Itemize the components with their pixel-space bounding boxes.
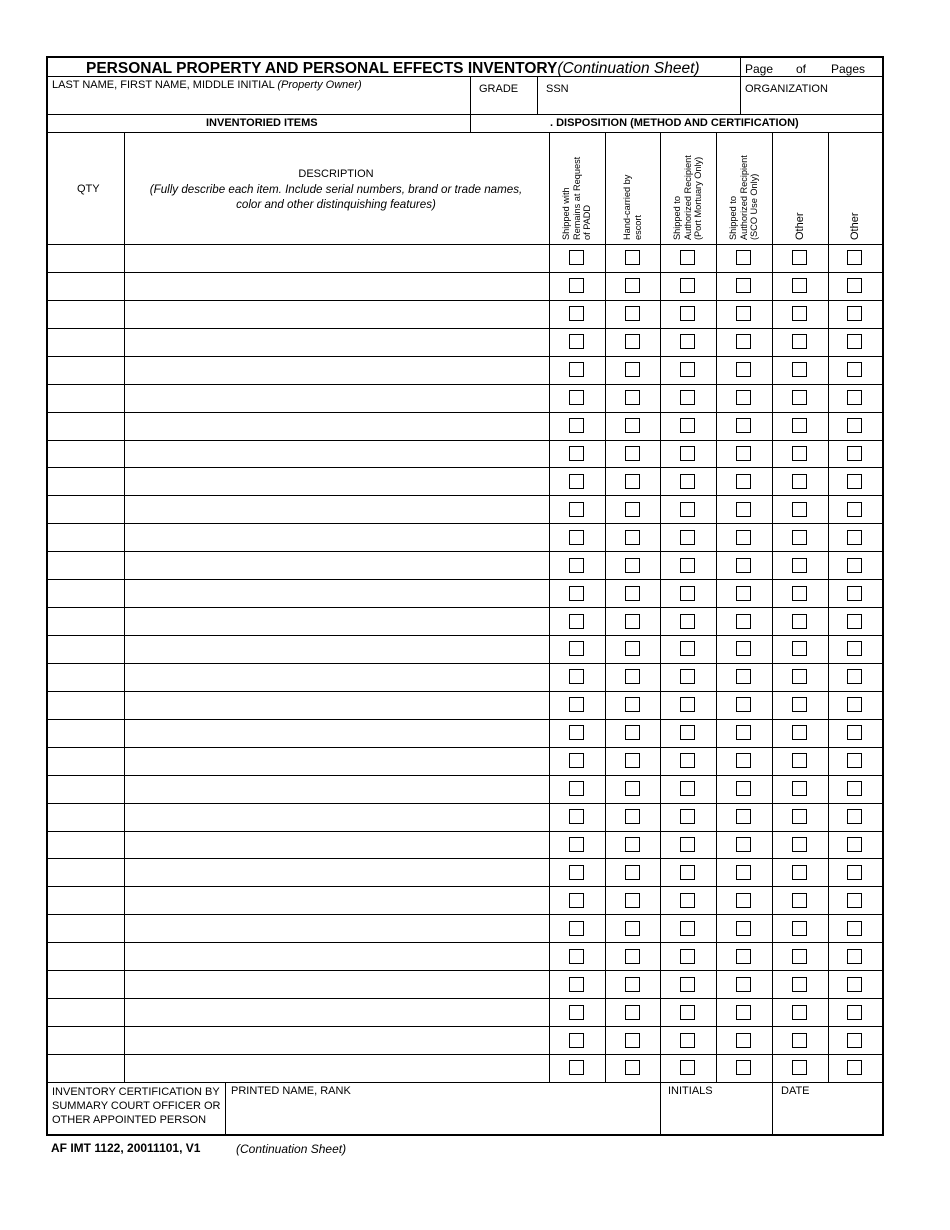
description-input[interactable] [125, 832, 548, 858]
disposition-checkbox[interactable] [792, 614, 807, 629]
disposition-column-header [672, 155, 704, 240]
disposition-header-line: (Port Mortuary Only) [693, 156, 704, 240]
disposition-checkbox[interactable] [792, 977, 807, 992]
qty-input[interactable] [49, 580, 123, 606]
disposition-checkbox[interactable] [569, 753, 584, 768]
disposition-checkbox[interactable] [569, 921, 584, 936]
disposition-checkbox[interactable] [680, 641, 695, 656]
disposition-checkbox[interactable] [625, 418, 640, 433]
disposition-checkbox[interactable] [625, 837, 640, 852]
disposition-checkbox[interactable] [569, 641, 584, 656]
form-title-suffix: (Continuation Sheet) [557, 60, 700, 77]
disposition-checkbox[interactable] [736, 530, 751, 545]
disposition-checkbox[interactable] [625, 697, 640, 712]
disposition-checkbox[interactable] [736, 250, 751, 265]
qty-header: QTY [77, 183, 100, 195]
disposition-column-header [561, 157, 593, 240]
description-input[interactable] [125, 999, 548, 1025]
disposition-checkbox[interactable] [847, 725, 862, 740]
disposition-checkbox[interactable] [792, 921, 807, 936]
qty-input[interactable] [49, 971, 123, 997]
disposition-checkbox[interactable] [792, 306, 807, 321]
disposition-checkbox[interactable] [569, 278, 584, 293]
disposition-checkbox[interactable] [736, 725, 751, 740]
disposition-checkbox[interactable] [680, 1060, 695, 1075]
disposition-checkbox[interactable] [847, 949, 862, 964]
qty-input[interactable] [49, 720, 123, 746]
disposition-checkbox[interactable] [736, 474, 751, 489]
description-note-1: (Fully describe each item. Include serial numbers, brand or trade names, [149, 183, 523, 196]
qty-input[interactable] [49, 496, 123, 522]
description-input[interactable] [125, 859, 548, 885]
disposition-checkbox[interactable] [736, 1033, 751, 1048]
qty-input[interactable] [49, 832, 123, 858]
disposition-checkbox[interactable] [680, 809, 695, 824]
disposition-checkbox[interactable] [736, 446, 751, 461]
qty-input[interactable] [49, 357, 123, 383]
disposition-checkbox[interactable] [569, 334, 584, 349]
qty-input[interactable] [49, 608, 123, 634]
certification-label-line-2: SUMMARY COURT OFFICER OR [52, 1100, 221, 1112]
disposition-checkbox[interactable] [625, 641, 640, 656]
disposition-checkbox[interactable] [569, 530, 584, 545]
disposition-checkbox[interactable] [847, 390, 862, 405]
disposition-checkbox[interactable] [625, 977, 640, 992]
disposition-checkbox[interactable] [847, 474, 862, 489]
disposition-checkbox[interactable] [625, 558, 640, 573]
disposition-checkbox[interactable] [847, 502, 862, 517]
disposition-checkbox[interactable] [847, 1033, 862, 1048]
disposition-checkbox[interactable] [569, 1033, 584, 1048]
disposition-checkbox[interactable] [625, 502, 640, 517]
disposition-checkbox[interactable] [569, 446, 584, 461]
disposition-checkbox[interactable] [625, 669, 640, 684]
disposition-checkbox[interactable] [847, 837, 862, 852]
footer-sheet-note: (Continuation Sheet) [236, 1142, 347, 1156]
disposition-checkbox[interactable] [680, 977, 695, 992]
disposition-checkbox[interactable] [680, 474, 695, 489]
qty-input[interactable] [49, 776, 123, 802]
qty-input[interactable] [49, 413, 123, 439]
disposition-checkbox[interactable] [847, 334, 862, 349]
disposition-checkbox[interactable] [736, 949, 751, 964]
description-input[interactable] [125, 580, 548, 606]
disposition-checkbox[interactable] [625, 893, 640, 908]
initials-input[interactable] [661, 1098, 771, 1134]
organization-input[interactable] [741, 94, 882, 114]
disposition-checkbox[interactable] [680, 1005, 695, 1020]
disposition-checkbox[interactable] [625, 781, 640, 796]
disposition-checkbox[interactable] [680, 669, 695, 684]
disposition-checkbox[interactable] [625, 530, 640, 545]
disposition-header-line: Shipped to [672, 196, 683, 240]
disposition-checkbox[interactable] [847, 278, 862, 293]
disposition-checkbox[interactable] [847, 893, 862, 908]
disposition-checkbox[interactable] [736, 334, 751, 349]
description-input[interactable] [125, 1027, 548, 1053]
form-id: AF IMT 1122, 20011101, V1 [51, 1141, 201, 1155]
disposition-checkbox[interactable] [847, 530, 862, 545]
disposition-header-line: Other [793, 212, 806, 240]
ssn-label: SSN [546, 83, 569, 95]
disposition-checkbox[interactable] [736, 977, 751, 992]
qty-input[interactable] [49, 273, 123, 299]
description-input[interactable] [125, 720, 548, 746]
disposition-checkbox[interactable] [569, 250, 584, 265]
qty-input[interactable] [49, 999, 123, 1025]
disposition-checkbox[interactable] [736, 586, 751, 601]
disposition-checkbox[interactable] [680, 334, 695, 349]
disposition-header-line: (SCO Use Only) [749, 173, 760, 240]
disposition-checkbox[interactable] [792, 362, 807, 377]
disposition-heading: . DISPOSITION (METHOD AND CERTIFICATION) [550, 117, 799, 129]
disposition-checkbox[interactable] [625, 949, 640, 964]
qty-input[interactable] [49, 943, 123, 969]
description-input[interactable] [125, 552, 548, 578]
name-label: LAST NAME, FIRST NAME, MIDDLE INITIAL [52, 79, 275, 91]
disposition-checkbox[interactable] [569, 558, 584, 573]
description-input[interactable] [125, 943, 548, 969]
disposition-checkbox[interactable] [792, 250, 807, 265]
disposition-checkbox[interactable] [847, 865, 862, 880]
disposition-checkbox[interactable] [680, 921, 695, 936]
disposition-checkbox[interactable] [569, 697, 584, 712]
certification-label-line-3: OTHER APPOINTED PERSON [52, 1114, 207, 1126]
disposition-checkbox[interactable] [569, 614, 584, 629]
disposition-header-line: Other [848, 212, 861, 240]
disposition-checkbox[interactable] [792, 641, 807, 656]
disposition-checkbox[interactable] [736, 809, 751, 824]
disposition-checkbox[interactable] [792, 865, 807, 880]
disposition-checkbox[interactable] [736, 669, 751, 684]
certification-label [52, 1085, 220, 1127]
qty-input[interactable] [49, 245, 123, 271]
disposition-checkbox[interactable] [625, 1033, 640, 1048]
disposition-checkbox[interactable] [680, 306, 695, 321]
description-input[interactable] [125, 301, 548, 327]
disposition-checkbox[interactable] [792, 502, 807, 517]
disposition-column-header [622, 175, 643, 240]
disposition-header-line: of PADD [582, 204, 593, 240]
disposition-header-line: Authorized Recipient [738, 155, 749, 240]
inventory-form [46, 56, 884, 1136]
disposition-checkbox[interactable] [680, 418, 695, 433]
disposition-checkbox[interactable] [736, 893, 751, 908]
description-input[interactable] [125, 441, 548, 467]
disposition-header-line: Authorized Recipient [682, 155, 693, 240]
disposition-checkbox[interactable] [569, 725, 584, 740]
disposition-checkbox[interactable] [569, 837, 584, 852]
disposition-checkbox[interactable] [569, 1060, 584, 1075]
inventoried-items-heading: INVENTORIED ITEMS [206, 117, 318, 129]
disposition-header-line: Remains at Request [571, 156, 582, 240]
disposition-checkbox[interactable] [847, 1060, 862, 1075]
disposition-checkbox[interactable] [680, 753, 695, 768]
disposition-checkbox[interactable] [569, 781, 584, 796]
qty-input[interactable] [49, 524, 123, 550]
disposition-checkbox[interactable] [625, 586, 640, 601]
disposition-checkbox[interactable] [736, 641, 751, 656]
description-input[interactable] [125, 804, 548, 830]
description-input[interactable] [125, 887, 548, 913]
description-input[interactable] [125, 468, 548, 494]
disposition-checkbox[interactable] [569, 502, 584, 517]
page-label: Page [745, 62, 774, 76]
disposition-checkbox[interactable] [792, 278, 807, 293]
disposition-checkbox[interactable] [847, 446, 862, 461]
qty-input[interactable] [49, 329, 123, 355]
disposition-checkbox[interactable] [569, 418, 584, 433]
ssn-input[interactable] [538, 94, 739, 114]
description-input[interactable] [125, 664, 548, 690]
disposition-column-header [728, 155, 760, 240]
description-input[interactable] [125, 608, 548, 634]
disposition-checkbox[interactable] [569, 1005, 584, 1020]
of-label: of [796, 62, 807, 76]
qty-input[interactable] [49, 636, 123, 662]
qty-input[interactable] [49, 748, 123, 774]
disposition-checkbox[interactable] [847, 641, 862, 656]
disposition-header-line: Shipped with [561, 187, 572, 240]
description-input[interactable] [125, 357, 548, 383]
disposition-checkbox[interactable] [680, 278, 695, 293]
description-input[interactable] [125, 385, 548, 411]
form-title-main: PERSONAL PROPERTY AND PERSONAL EFFECTS INVENTORY [86, 60, 558, 77]
disposition-checkbox[interactable] [625, 1060, 640, 1075]
disposition-checkbox[interactable] [625, 865, 640, 880]
disposition-checkbox[interactable] [625, 362, 640, 377]
qty-input[interactable] [49, 301, 123, 327]
qty-input[interactable] [49, 692, 123, 718]
grade-input[interactable] [471, 94, 536, 114]
description-input[interactable] [125, 692, 548, 718]
disposition-checkbox[interactable] [847, 977, 862, 992]
disposition-checkbox[interactable] [847, 669, 862, 684]
disposition-checkbox[interactable] [792, 474, 807, 489]
disposition-checkbox[interactable] [736, 781, 751, 796]
disposition-checkbox[interactable] [792, 1033, 807, 1048]
qty-input[interactable] [49, 441, 123, 467]
disposition-checkbox[interactable] [792, 558, 807, 573]
disposition-checkbox[interactable] [680, 446, 695, 461]
disposition-checkbox[interactable] [625, 725, 640, 740]
disposition-checkbox[interactable] [792, 753, 807, 768]
disposition-checkbox[interactable] [625, 1005, 640, 1020]
disposition-checkbox[interactable] [680, 725, 695, 740]
description-input[interactable] [125, 329, 548, 355]
disposition-header-line: escort [632, 214, 643, 240]
disposition-checkbox[interactable] [625, 753, 640, 768]
disposition-checkbox[interactable] [847, 1005, 862, 1020]
disposition-checkbox[interactable] [736, 837, 751, 852]
disposition-column-header [850, 212, 861, 240]
disposition-checkbox[interactable] [680, 530, 695, 545]
disposition-checkbox[interactable] [792, 1005, 807, 1020]
disposition-checkbox[interactable] [625, 390, 640, 405]
disposition-checkbox[interactable] [625, 474, 640, 489]
qty-input[interactable] [49, 859, 123, 885]
disposition-checkbox[interactable] [625, 334, 640, 349]
disposition-checkbox[interactable] [736, 418, 751, 433]
disposition-checkbox[interactable] [847, 418, 862, 433]
description-input[interactable] [125, 413, 548, 439]
description-input[interactable] [125, 915, 548, 941]
disposition-checkbox[interactable] [792, 446, 807, 461]
disposition-checkbox[interactable] [736, 278, 751, 293]
disposition-checkbox[interactable] [847, 753, 862, 768]
disposition-checkbox[interactable] [736, 1060, 751, 1075]
disposition-checkbox[interactable] [680, 865, 695, 880]
description-note-2: color and other distinquishing features) [236, 198, 436, 211]
description-header: DESCRIPTION [298, 168, 374, 180]
disposition-checkbox[interactable] [792, 809, 807, 824]
disposition-checkbox[interactable] [569, 949, 584, 964]
disposition-checkbox[interactable] [680, 893, 695, 908]
disposition-header-line: Hand-carried by [622, 174, 632, 240]
disposition-checkbox[interactable] [736, 753, 751, 768]
disposition-checkbox[interactable] [569, 809, 584, 824]
qty-input[interactable] [49, 887, 123, 913]
qty-input[interactable] [49, 552, 123, 578]
qty-input[interactable] [49, 915, 123, 941]
disposition-checkbox[interactable] [569, 390, 584, 405]
disposition-checkbox[interactable] [625, 250, 640, 265]
disposition-checkbox[interactable] [736, 390, 751, 405]
disposition-checkbox[interactable] [680, 949, 695, 964]
initials-label: INITIALS [668, 1085, 713, 1097]
disposition-header-line: Shipped to [728, 196, 739, 240]
disposition-checkbox[interactable] [680, 250, 695, 265]
disposition-checkbox[interactable] [736, 614, 751, 629]
disposition-checkbox[interactable] [736, 306, 751, 321]
disposition-checkbox[interactable] [680, 502, 695, 517]
description-input[interactable] [125, 245, 548, 271]
disposition-checkbox[interactable] [625, 278, 640, 293]
certification-label-line-1: INVENTORY CERTIFICATION BY [52, 1086, 220, 1098]
disposition-checkbox[interactable] [792, 1060, 807, 1075]
disposition-checkbox[interactable] [792, 669, 807, 684]
disposition-checkbox[interactable] [847, 306, 862, 321]
disposition-checkbox[interactable] [792, 334, 807, 349]
disposition-checkbox[interactable] [736, 697, 751, 712]
disposition-checkbox[interactable] [680, 586, 695, 601]
disposition-checkbox[interactable] [847, 697, 862, 712]
printed-name-label: PRINTED NAME, RANK [231, 1085, 351, 1097]
qty-input[interactable] [49, 664, 123, 690]
description-input[interactable] [125, 971, 548, 997]
disposition-checkbox[interactable] [625, 306, 640, 321]
disposition-checkbox[interactable] [625, 921, 640, 936]
disposition-checkbox[interactable] [569, 865, 584, 880]
disposition-checkbox[interactable] [792, 390, 807, 405]
disposition-checkbox[interactable] [847, 250, 862, 265]
disposition-checkbox[interactable] [680, 390, 695, 405]
disposition-checkbox[interactable] [569, 362, 584, 377]
disposition-checkbox[interactable] [569, 893, 584, 908]
disposition-checkbox[interactable] [847, 781, 862, 796]
disposition-checkbox[interactable] [736, 865, 751, 880]
disposition-checkbox[interactable] [792, 949, 807, 964]
pages-label: Pages [831, 62, 866, 76]
disposition-checkbox[interactable] [847, 586, 862, 601]
qty-input[interactable] [49, 385, 123, 411]
disposition-checkbox[interactable] [569, 669, 584, 684]
disposition-checkbox[interactable] [736, 1005, 751, 1020]
description-input[interactable] [125, 1055, 548, 1081]
date-label: DATE [781, 1085, 810, 1097]
disposition-checkbox[interactable] [680, 614, 695, 629]
disposition-checkbox[interactable] [569, 474, 584, 489]
disposition-checkbox[interactable] [792, 586, 807, 601]
disposition-checkbox[interactable] [847, 614, 862, 629]
disposition-checkbox[interactable] [736, 502, 751, 517]
name-note: (Property Owner) [277, 79, 362, 91]
disposition-checkbox[interactable] [680, 837, 695, 852]
qty-input[interactable] [49, 804, 123, 830]
description-input[interactable] [125, 776, 548, 802]
disposition-checkbox[interactable] [792, 893, 807, 908]
disposition-checkbox[interactable] [792, 781, 807, 796]
disposition-checkbox[interactable] [792, 418, 807, 433]
name-input[interactable] [48, 90, 470, 114]
disposition-checkbox[interactable] [792, 697, 807, 712]
disposition-checkbox[interactable] [625, 809, 640, 824]
disposition-checkbox[interactable] [847, 558, 862, 573]
disposition-checkbox[interactable] [680, 1033, 695, 1048]
disposition-checkbox[interactable] [625, 446, 640, 461]
disposition-checkbox[interactable] [736, 921, 751, 936]
qty-input[interactable] [49, 1055, 123, 1081]
disposition-column-header [795, 212, 806, 240]
disposition-checkbox[interactable] [625, 614, 640, 629]
disposition-checkbox[interactable] [680, 697, 695, 712]
disposition-checkbox[interactable] [792, 837, 807, 852]
qty-input[interactable] [49, 468, 123, 494]
description-input[interactable] [125, 748, 548, 774]
disposition-checkbox[interactable] [680, 362, 695, 377]
disposition-checkbox[interactable] [569, 306, 584, 321]
organization-label: ORGANIZATION [745, 83, 828, 95]
disposition-checkbox[interactable] [792, 725, 807, 740]
disposition-checkbox[interactable] [736, 558, 751, 573]
qty-input[interactable] [49, 1027, 123, 1053]
date-input[interactable] [773, 1098, 882, 1134]
description-input[interactable] [125, 273, 548, 299]
grade-label: GRADE [479, 83, 519, 95]
disposition-checkbox[interactable] [736, 362, 751, 377]
printed-name-input[interactable] [226, 1098, 659, 1134]
disposition-checkbox[interactable] [847, 362, 862, 377]
disposition-checkbox[interactable] [569, 977, 584, 992]
disposition-checkbox[interactable] [680, 558, 695, 573]
disposition-checkbox[interactable] [680, 781, 695, 796]
description-input[interactable] [125, 524, 548, 550]
description-input[interactable] [125, 636, 548, 662]
disposition-checkbox[interactable] [847, 921, 862, 936]
disposition-checkbox[interactable] [792, 530, 807, 545]
disposition-checkbox[interactable] [569, 586, 584, 601]
description-input[interactable] [125, 496, 548, 522]
disposition-checkbox[interactable] [847, 809, 862, 824]
